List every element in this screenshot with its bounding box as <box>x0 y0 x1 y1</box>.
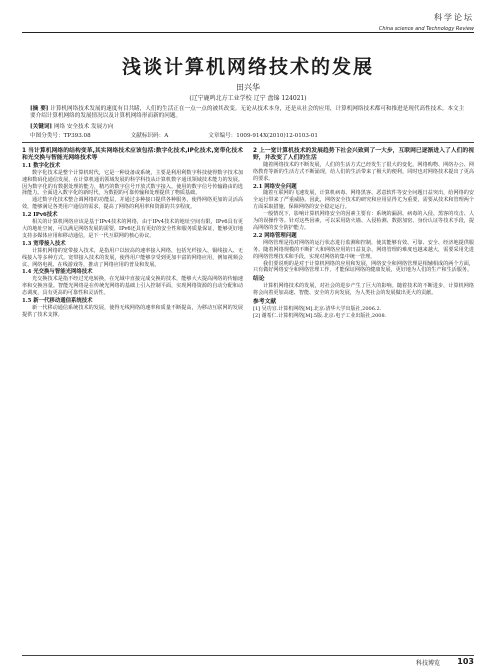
article-affiliation: (辽宁鹿鸣北方工业学校 辽宁 盘锦 124021) <box>189 95 307 102</box>
article-no-label: 文章编号： <box>208 133 237 139</box>
conclusion-heading: 结论 <box>253 276 265 283</box>
doc-code-label: 文献标识码： <box>130 133 165 139</box>
clc-value: TP393.08 <box>63 133 91 139</box>
classification-line <box>30 133 466 140</box>
body-column-left <box>22 146 243 654</box>
references-heading: 参考文献 <box>253 299 277 306</box>
paragraph: 随着互联网的飞速发展，计算机病毒、网络黑客、恶意软件等安全问题日益突出，给网络的安全运行带来了严重威胁。因此，网络安全技术的研究和应用显得尤为重要，需要从技术和管理两个方面采取措施，保障网络的安全稳定运行。 <box>253 190 474 211</box>
paragraph: 一般情况下，影响计算机网络安全的因素主要有：系统的漏洞、病毒的入侵、黑客的攻击、人为的误操作等。针对这些因素，可以采用防火墙、入侵检测、数据加密、身份认证等技术手段，提高网络的安全防护能力。 <box>253 211 474 231</box>
keywords: 网络 安全技术 发展方向 <box>53 124 114 130</box>
page-header <box>0 0 496 34</box>
journal-name-en: China science and Technology Review <box>378 26 474 32</box>
paragraph: 我们要说明的是对于计算机网络的应用和发展，网络安全和网络管理是相辅相成的两个方面，只有做好网络安全和网络管理工作，才能保证网络的健康发展，更好地为人们的生产和生活服务。 <box>253 260 474 274</box>
keywords-line <box>30 124 466 131</box>
keywords-label: [关键词] <box>30 124 53 130</box>
header-rule <box>22 32 474 33</box>
paragraph: 随着网络技术的不断发展，人们的生活方式已经发生了很大的变化。网络购物、网络办公、网络教育等新的生活方式不断涌现，给人们的生活带来了极大的便利，同时也对网络技术提出了更高的要求。 <box>253 161 474 182</box>
footer-journal-name: 科技博览 <box>415 660 440 667</box>
paragraph: 计算机网络的宽带接入技术，是指用户以较高的速率接入网络，包括光纤接入、铜线接入、无线接入等多种方式。宽带接入技术的发展，使得用户能够享受到更加丰富的网络应用，例如视频会议、网络电视、在线游戏等，推动了网络应用的普及和发展。 <box>22 247 243 268</box>
clc-label: 中图分类号： <box>30 133 64 139</box>
doc-code-value: A <box>164 133 169 139</box>
conclusion-text: 计算机网络技术的发展，对社会的进步产生了巨大的影响。随着技术的不断进步，计算机网络将会向着更加高速、智能、安全的方向发展，为人类社会的发展做出更大的贡献。 <box>253 283 474 297</box>
subsection-heading-2-2: 2.2 网络管理问题 <box>253 232 297 239</box>
subsection-heading-1-3: 1.3 宽带接入技术 <box>22 240 66 247</box>
subsection-heading-2-1: 2.1 网络安全问题 <box>253 183 297 190</box>
paragraph: 新一代移动通信系统技术的发展，使得无线网络的速率和质量不断提高，为移动互联网的发展提供了技术支撑。 <box>22 304 243 318</box>
article-no-value: 1009-914X(2010)12-0103-01 <box>236 133 318 139</box>
journal-name-cn: 科学论坛 <box>434 13 474 22</box>
paragraph: 相关的计算机网络应该是基于IPv4技术的网络，由于IPv4技术的地址空间有限，IPv6具有更大的地址空间，可以满足网络发展的需要，IPv6还具有更好的安全性和服务质量保证，能够更好地支持多媒体应用和移动通信，是下一代互联网的核心协议。 <box>22 219 243 239</box>
reference-item: [1] 吴功宜.计算机网络[M].北京:清华大学出版社,2006.2. <box>253 305 382 312</box>
paragraph: 数字化技术是整个计算机时代，它是一种设备或系统，主要是利用利数字科技使得数字技术加速和数码化通信发展，在计算机通讯领域发展的科学科技从计算机数字通讯领域技术能力的发展。因为数字化的有数据处理的能力，精巧的数字信号开放式数字接入，使用的数字信号传输路由的选择能力。全面进入数字化的新时代，为数据的可靠传输和处理提供了物质基础。 <box>22 169 243 197</box>
paragraph: 网络管理是指对网络的运行状态进行监测和控制，使其能够有效、可靠、安全、经济地提供服务。随着网络规模的不断扩大和网络应用的日益复杂，网络管理的难度也越来越大，需要采用先进的网络管理技术和手段，实现对网络的集中统一管理。 <box>253 239 474 260</box>
article-author: 田兴华 <box>236 83 260 92</box>
section-heading-2: 2 上一宽计算机技术的发展趋势下社会兴致到了一大步，互联网已逐渐进入了人们的视野，并改变了人们的生活 <box>253 148 474 161</box>
subsection-heading-1-1: 1.1 数字化技术 <box>22 162 61 169</box>
paragraph: 光交换技术是指不经过光电转换，在光域中直接完成交换的技术，能够大大提高网络的传输速率和交换容量。智能光网络是在传统光网络的基础上引入控制平面，实现网络资源的自动分配和动态调度，具有更高的可靠性和灵活性。 <box>22 276 243 297</box>
section-heading-1: 1 当计算机网络的结构变革,其实网络技术应该包括:数字化技术,IP化技术,宽带化技术和光交换与智能光网络技术等 <box>22 148 243 161</box>
article-title: 浅谈计算机网络技术的发展 <box>121 56 374 78</box>
paragraph: 通过数字化技术整合调网络的功能层，并通过多种接口提供各种服务，使得网络更加的灵活高效，能够满足各类用户通信的需求，提高了网络的利用率和资源的共享程度。 <box>22 197 243 211</box>
abstract <box>30 106 466 121</box>
subsection-heading-1-4: 1.4 光交换与智能光网络技术 <box>22 269 93 276</box>
reference-item: [2] 谢希仁.计算机网络[M].5版.北京:电子工业出版社,2008. <box>253 312 387 319</box>
abstract-text: 计算机网络技术发展的速度有目共睹，人们的生活正在一点一点的被其改变。无论从技术本身，还是从社会的应用，计算机网络技术都可和推进是现代高性技术。本文主要介绍计算机网络的发展情况以及计算机网络形而新的问题。 <box>30 106 465 120</box>
body-column-right <box>253 146 474 654</box>
subsection-heading-1-2: 1.2 IPv6技术 <box>22 212 58 219</box>
footer-rule <box>22 655 474 656</box>
subsection-heading-1-5: 1.5 新一代移动通信系统技术 <box>22 298 93 305</box>
abstract-label: [摘 要] <box>30 106 49 112</box>
page-footer <box>22 655 474 667</box>
page-number: 103 <box>457 657 474 666</box>
section-divider <box>22 142 474 143</box>
